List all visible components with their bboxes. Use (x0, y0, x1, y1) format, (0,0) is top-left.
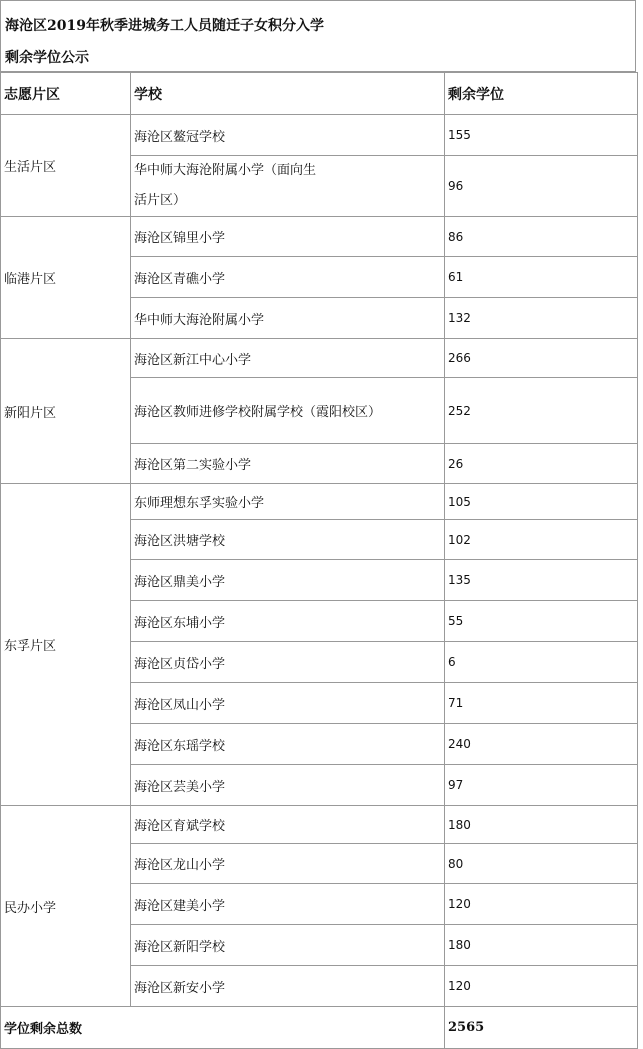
seats-cell: 55 (445, 601, 638, 642)
school-cell: 海沧区教师进修学校附属学校（霞阳校区） (131, 378, 445, 444)
title-block (0, 0, 636, 72)
school-cell: 东师理想东孚实验小学 (131, 484, 445, 520)
table-row (1, 115, 638, 156)
seats-cell: 6 (445, 642, 638, 683)
seats-table (0, 72, 638, 1049)
seats-cell: 97 (445, 765, 638, 806)
seats-cell: 135 (445, 560, 638, 601)
school-cell: 华中师大海沧附属小学 (131, 298, 445, 339)
header-district: 志愿片区 (1, 73, 131, 115)
school-cell: 海沧区鳌冠学校 (131, 115, 445, 156)
school-cell: 海沧区建美小学 (131, 884, 445, 925)
header-seats: 剩余学位 (445, 73, 638, 115)
seats-cell: 71 (445, 683, 638, 724)
total-label: 学位剩余总数 (1, 1007, 445, 1049)
table-row (1, 806, 638, 844)
school-cell: 海沧区新阳学校 (131, 925, 445, 966)
seats-cell: 102 (445, 520, 638, 560)
seats-cell: 252 (445, 378, 638, 444)
page-subtitle: 剩余学位公示 (5, 50, 89, 66)
seats-cell: 96 (445, 156, 638, 217)
seats-cell: 132 (445, 298, 638, 339)
header-row (1, 73, 638, 115)
school-cell: 海沧区龙山小学 (131, 844, 445, 884)
school-cell: 海沧区青礁小学 (131, 257, 445, 298)
table-row (1, 217, 638, 257)
school-cell: 海沧区第二实验小学 (131, 444, 445, 484)
page-title: 海沧区2019年秋季进城务工人员随迁子女积分入学 (5, 18, 324, 34)
district-cell: 民办小学 (1, 806, 131, 1007)
header-school: 学校 (131, 73, 445, 115)
district-cell: 生活片区 (1, 115, 131, 217)
school-cell: 海沧区东埔小学 (131, 601, 445, 642)
seats-cell: 240 (445, 724, 638, 765)
seats-cell: 180 (445, 925, 638, 966)
district-cell: 临港片区 (1, 217, 131, 339)
seats-cell: 80 (445, 844, 638, 884)
school-cell: 海沧区洪塘学校 (131, 520, 445, 560)
school-cell: 海沧区新安小学 (131, 966, 445, 1007)
school-cell: 海沧区贞岱小学 (131, 642, 445, 683)
table-row (1, 484, 638, 520)
seats-cell: 120 (445, 966, 638, 1007)
district-cell: 新阳片区 (1, 339, 131, 484)
school-cell: 海沧区凤山小学 (131, 683, 445, 724)
total-value: 2565 (445, 1007, 638, 1049)
school-cell: 海沧区锦里小学 (131, 217, 445, 257)
district-cell: 东孚片区 (1, 484, 131, 806)
seats-cell: 120 (445, 884, 638, 925)
seats-cell: 266 (445, 339, 638, 378)
seats-cell: 26 (445, 444, 638, 484)
total-row (1, 1007, 638, 1049)
school-cell: 海沧区育斌学校 (131, 806, 445, 844)
table-row (1, 339, 638, 378)
seats-cell: 155 (445, 115, 638, 156)
school-cell: 海沧区芸美小学 (131, 765, 445, 806)
seats-cell: 105 (445, 484, 638, 520)
seats-cell: 180 (445, 806, 638, 844)
school-cell: 海沧区新江中心小学 (131, 339, 445, 378)
seats-cell: 86 (445, 217, 638, 257)
school-cell: 海沧区鼎美小学 (131, 560, 445, 601)
school-cell: 海沧区东瑶学校 (131, 724, 445, 765)
school-cell: 华中师大海沧附属小学（面向生活片区） (131, 156, 445, 217)
seats-cell: 61 (445, 257, 638, 298)
